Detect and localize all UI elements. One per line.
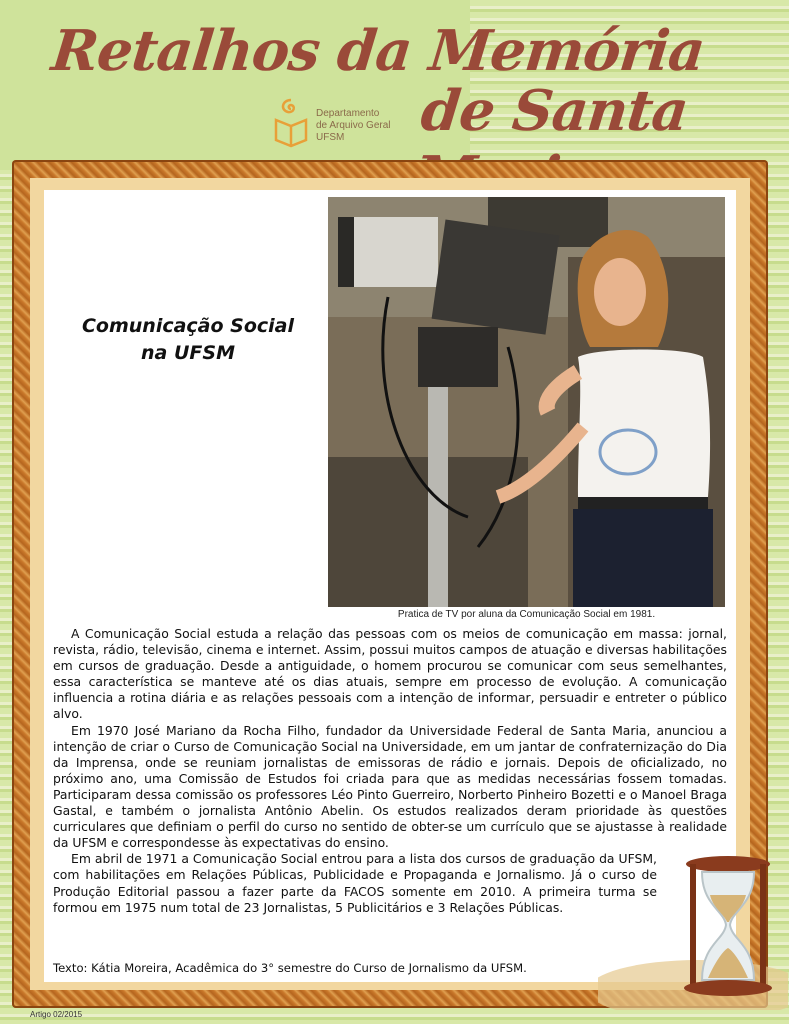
article-paragraph: A Comunicação Social estuda a relação das pessoas com os meios de comunicação em massa: jornal, revista, rádio, televisão, cinema e internet. Assim, possui muitos campos de atuação e diversas habilitações em cursos de graduação. Desde a antiguidade, o homem procurou se comunicar com seus semelhantes, essa característica se manteve até os dias atuais, sempre em processo de evolução. A comunicação influencia a rotina diária e as relações pessoais com a intenção de informar, persuadir e entreter o público alvo. [53,626,727,722]
article-title [60,313,316,367]
article-paragraph: Em 1970 José Mariano da Rocha Filho, fundador da Universidade Federal de Santa Maria, anunciou a intenção de criar o Curso de Comunicação Social na Universidade, em um jantar de confraternização do Dia da Imprensa, onde se reuniam jornalistas de emissoras de rádio e jornais. Depois de oficializado, no próximo ano, uma Comissão de Estudos foi criada para que as medidas necessárias fossem tomadas. Participaram dessa comissão os professores Léo Pinto Guerreiro, Norberto Pinheiro Bozetti e o Manoel Braga Gastal, e também o jornalista Antônio Abelin. Os estudos realizados deram prioridade às questões curriculares que definiam o perfil do curso no sentido de obter-se um currículo que se ajustasse à realidade da UFSM e correspondesse às expectativas do ensino. [53,722,727,851]
dept-line3: UFSM [316,132,345,143]
article-paragraph: Em abril de 1971 a Comunicação Social entrou para a lista dos cursos de graduação da UFSM, com habilitações em Relações Públicas, Publicidade e Propaganda e Jornalismo. Já o curso de Produção Editorial passou a fazer parte da FACOS somente em 2010. A primeira turma se formou em 1975 num total de 23 Jornalistas, 5 Publicitários e 3 Relações Públicas. [53,851,657,915]
article-credit: Texto: Kátia Moreira, Acadêmica do 3° semestre do Curso de Jornalismo da UFSM. [53,961,527,975]
dept-line1: Departamento [316,108,380,119]
photo-caption: Pratica de TV por aluna da Comunicação Social em 1981. [397,609,656,620]
tv-practice-photo [328,197,725,607]
dept-line2: de Arquivo Geral [316,120,391,131]
masthead-title-line2: de Santa [418,78,691,144]
department-name [316,108,391,144]
issue-number: Artigo 02/2015 [30,1010,83,1019]
hourglass-icon [598,850,788,1010]
article-title-line1: Comunicação Social [81,315,295,337]
article-title-line2: na UFSM [141,342,235,364]
masthead-title-line1: Retalhos da Memória [48,18,708,84]
ufsm-archive-logo-icon [272,96,310,148]
